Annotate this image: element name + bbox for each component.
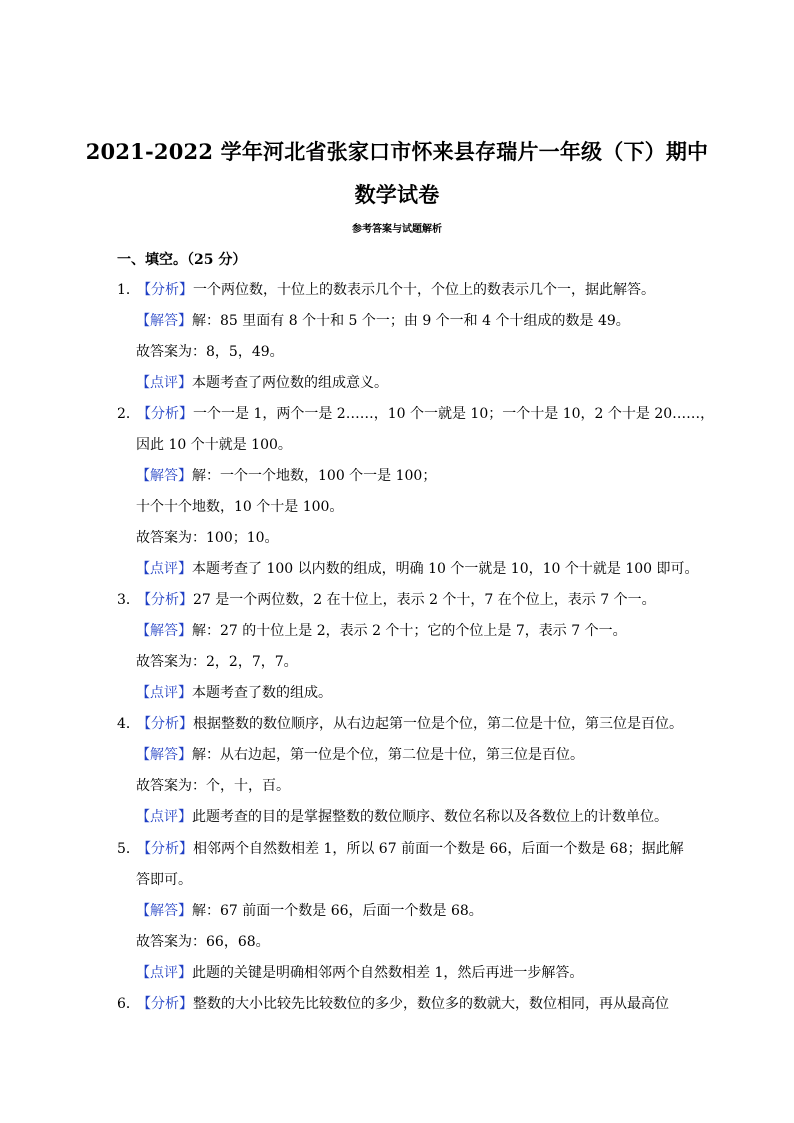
question-5-analysis-cont: 答即可。 — [136, 872, 192, 888]
analysis-tag: 【分析】 — [137, 406, 193, 422]
comment-tag: 【点评】 — [136, 375, 192, 391]
comment-tag: 【点评】 — [136, 965, 192, 981]
solution-tag: 【解答】 — [136, 747, 192, 763]
analysis-tag: 【分析】 — [137, 996, 193, 1012]
solution-tag: 【解答】 — [136, 623, 192, 639]
analysis-tag: 【分析】 — [137, 592, 193, 608]
comment-tag: 【点评】 — [136, 809, 192, 825]
question-6-analysis: 6．【分析】整数的大小比较先比较数位的多少，数位多的数就大，数位相同，再从最高位 — [117, 996, 669, 1012]
question-2-answer: 故答案为：100；10。 — [136, 530, 279, 546]
question-2-comment: 【点评】本题考查了 100 以内数的组成，明确 10 个一就是 10，10 个十就是 100 即可。 — [136, 561, 699, 577]
question-4-comment: 【点评】此题考查的目的是掌握整数的数位顺序、数位名称以及各数位上的计数单位。 — [136, 809, 668, 825]
question-5-answer: 故答案为：66，68。 — [136, 934, 270, 950]
question-3-answer: 故答案为：2，2，7，7。 — [136, 654, 298, 670]
document-title-cont: 数学试卷 — [354, 182, 440, 207]
question-1-solution: 【解答】解：85 里面有 8 个十和 5 个一；由 9 个一和 4 个十组成的数是 49。 — [136, 313, 630, 329]
question-3-comment: 【点评】本题考查了数的组成。 — [136, 685, 332, 701]
question-1-comment: 【点评】本题考查了两位数的组成意义。 — [136, 375, 388, 391]
question-5-comment: 【点评】此题的关键是明确相邻两个自然数相差 1，然后再进一步解答。 — [136, 965, 584, 981]
question-1-answer: 故答案为：8，5，49。 — [136, 344, 284, 360]
question-3-analysis: 3．【分析】27 是一个两位数，2 在十位上，表示 2 个十，7 在个位上，表示 7 个一。 — [117, 592, 656, 608]
question-4-solution: 【解答】解：从右边起，第一位是个位，第二位是十位，第三位是百位。 — [136, 747, 584, 763]
question-1-analysis: 1．【分析】一个两位数，十位上的数表示几个十，个位上的数表示几个一，据此解答。 — [117, 282, 655, 298]
question-4-analysis: 4．【分析】根据整数的数位顺序，从右边起第一位是个位，第二位是十位，第三位是百位。 — [117, 716, 683, 732]
question-2-analysis-cont: 因此 10 个十就是 100。 — [136, 437, 292, 453]
document-subtitle: 参考答案与试题解析 — [352, 224, 442, 235]
question-4-answer: 故答案为：个，十，百。 — [136, 778, 290, 794]
question-2-analysis: 2．【分析】一个一是 1，两个一是 2……，10 个一就是 10；一个十是 10，2 个十是 20……， — [117, 406, 715, 422]
solution-tag: 【解答】 — [136, 468, 192, 484]
comment-tag: 【点评】 — [136, 685, 192, 701]
analysis-tag: 【分析】 — [137, 716, 193, 732]
question-2-solution-cont: 十个十个地数，10 个十是 100。 — [136, 499, 344, 515]
question-5-solution: 【解答】解：67 前面一个数是 66，后面一个数是 68。 — [136, 903, 483, 919]
solution-tag: 【解答】 — [136, 313, 192, 329]
question-2-solution: 【解答】解：一个一个地数，100 个一是 100； — [136, 468, 437, 484]
question-3-solution: 【解答】解：27 的十位上是 2，表示 2 个十；它的个位上是 7，表示 7 个一。 — [136, 623, 627, 639]
analysis-tag: 【分析】 — [137, 841, 193, 857]
analysis-tag: 【分析】 — [137, 282, 193, 298]
section-heading: 一、填空。（25 分） — [117, 252, 247, 268]
question-5-analysis: 5．【分析】相邻两个自然数相差 1，所以 67 前面一个数是 66，后面一个数是 68；据此解 — [117, 841, 684, 857]
document-title: 2021-2022 学年河北省张家口市怀来县存瑞片一年级（下）期中 — [85, 139, 709, 164]
comment-tag: 【点评】 — [136, 561, 192, 577]
solution-tag: 【解答】 — [136, 903, 192, 919]
